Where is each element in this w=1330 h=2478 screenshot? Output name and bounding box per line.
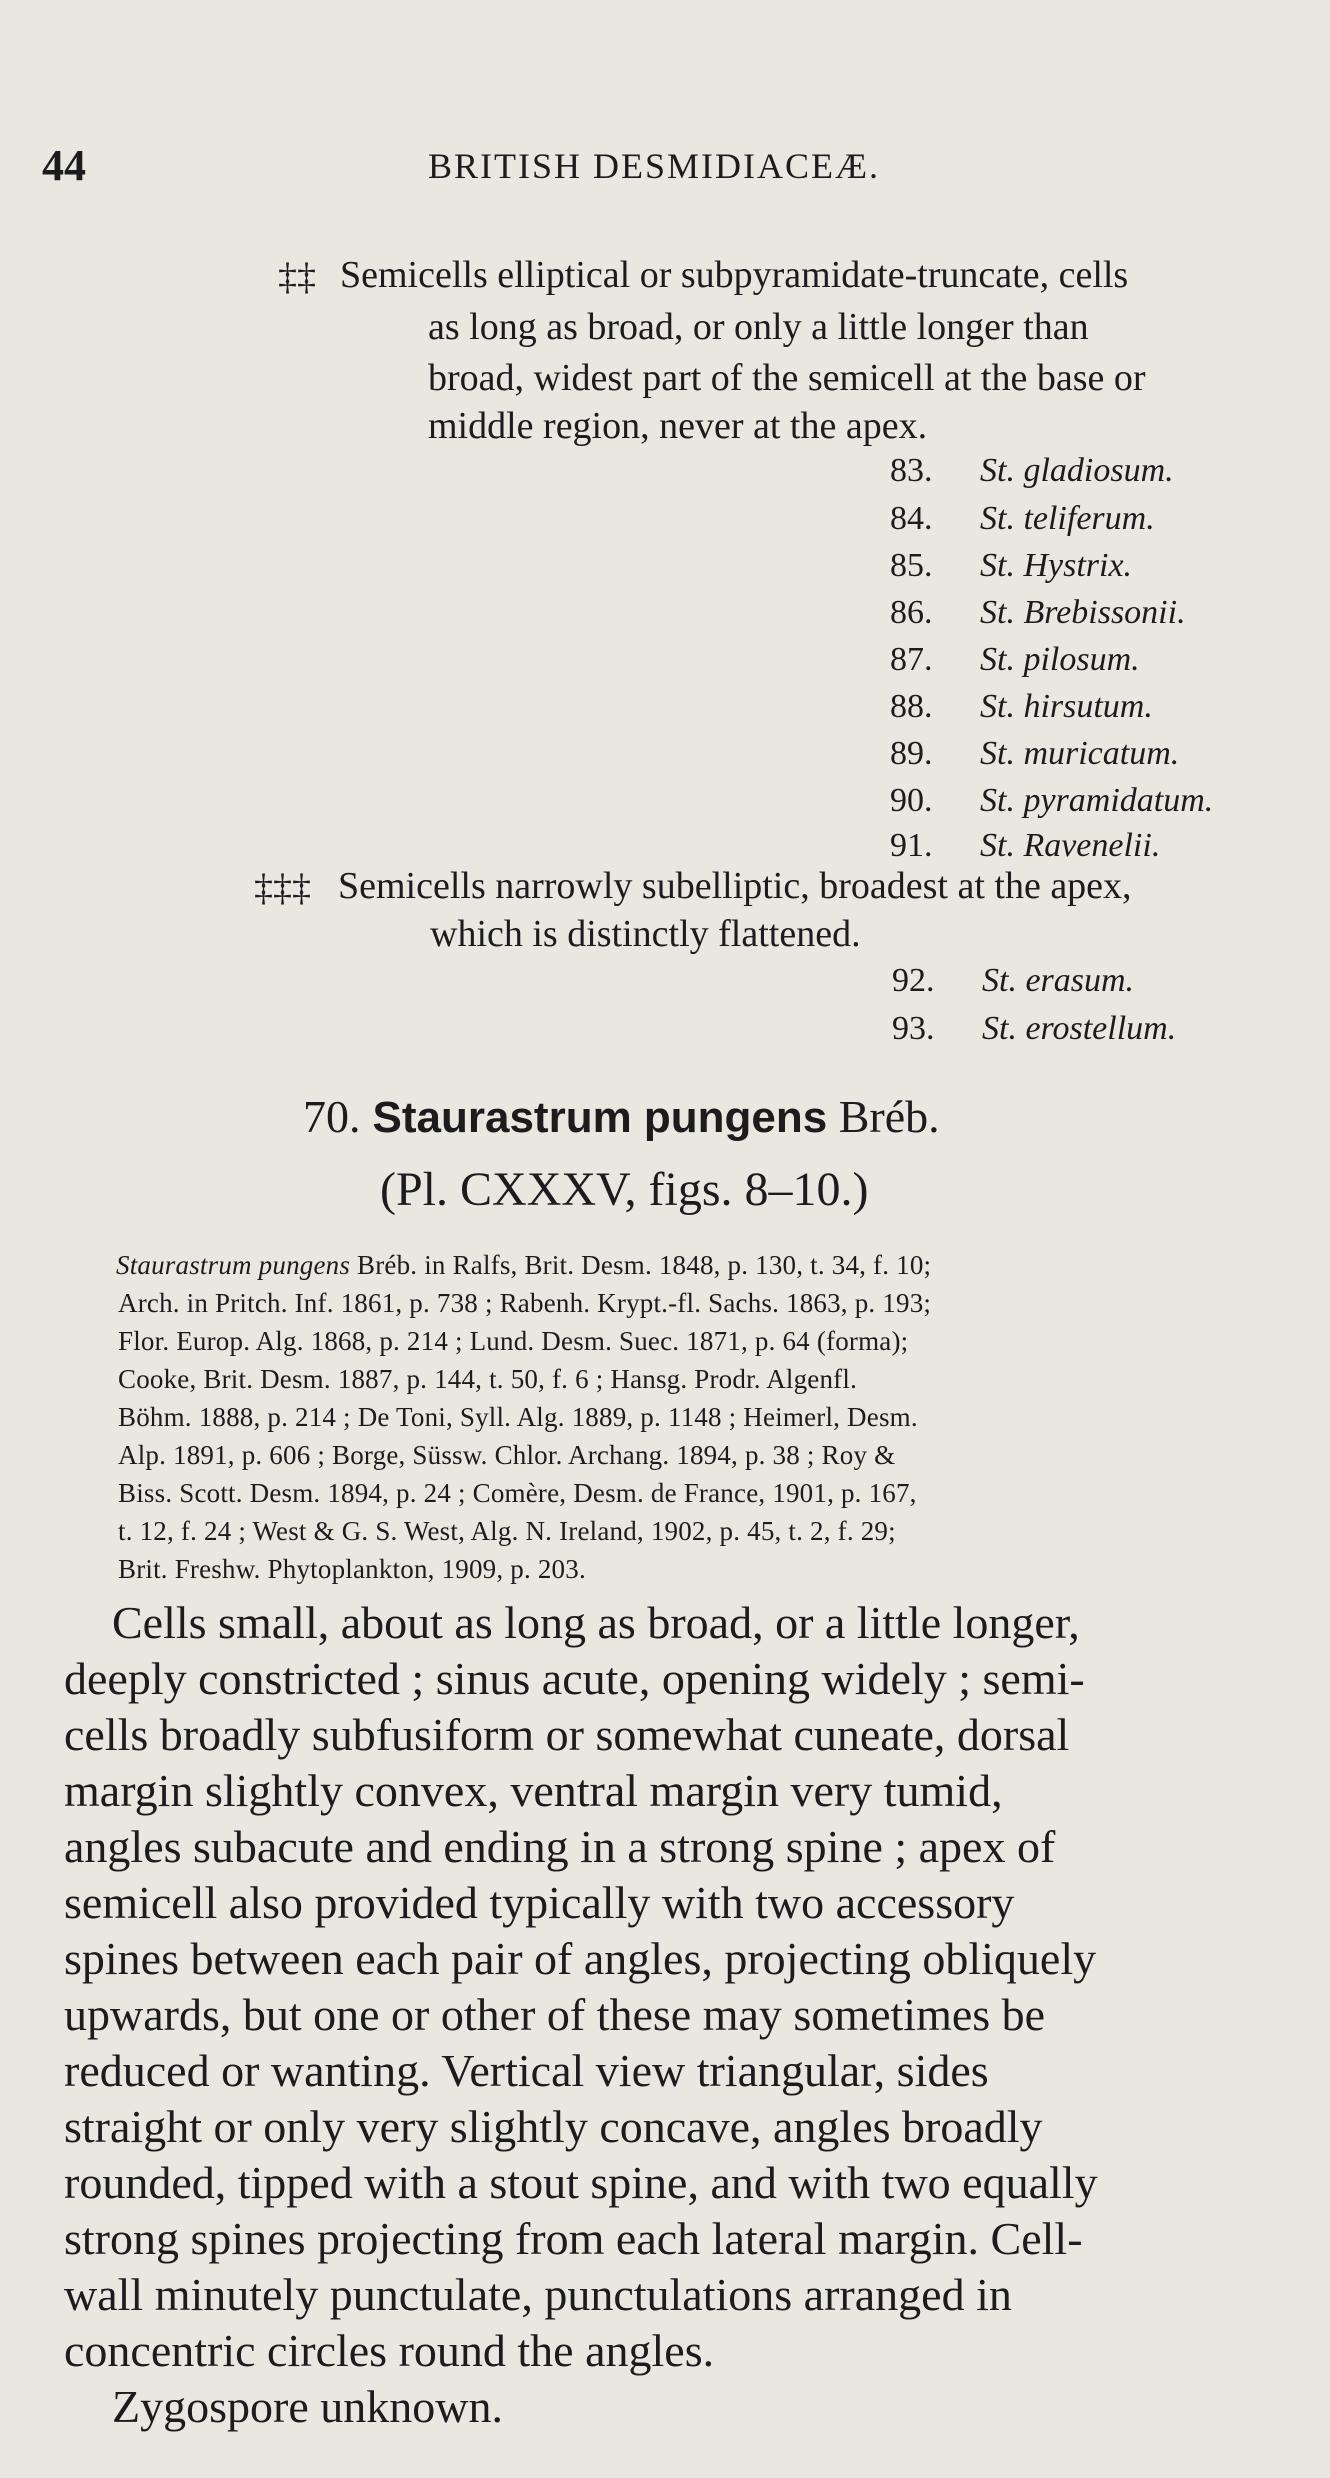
description-line: concentric circles round the angles.	[64, 2325, 715, 2376]
description-line: rounded, tipped with a stout spine, and with two equally	[64, 2157, 1098, 2208]
species-list-item	[890, 547, 1132, 585]
description-line: reduced or wanting. Vertical view triangular, sides	[64, 2045, 989, 2096]
species-name: St. erostellum.	[982, 1010, 1177, 1047]
plate-reference: (Pl. CXXXV, figs. 8–10.)	[380, 1163, 869, 1216]
species-list-item	[890, 594, 1186, 632]
description-line: Cells small, about as long as broad, or a little longer,	[112, 1597, 1080, 1648]
species-number: 88.	[890, 688, 933, 725]
species-name: St. teliferum.	[980, 500, 1155, 537]
species-number: 85.	[890, 547, 933, 584]
description-line: spines between each pair of angles, projecting obliquely	[64, 1933, 1097, 1984]
species-name: St. muricatum.	[980, 735, 1180, 772]
synonymy-line: Biss. Scott. Desm. 1894, p. 24 ; Comère, Desm. de France, 1901, p. 167,	[118, 1478, 917, 1508]
species-number: 83.	[890, 452, 933, 489]
species-entry-number: 70.	[303, 1091, 361, 1142]
key-line: which is distinctly flattened.	[430, 913, 861, 955]
key-line: as long as broad, or only a little longer than	[428, 306, 1089, 348]
synonymy-line: Staurastrum pungens Bréb. in Ralfs, Brit. Desm. 1848, p. 130, t. 34, f. 10;	[116, 1250, 932, 1280]
species-name: St. hirsutum.	[980, 688, 1153, 725]
running-head: BRITISH DESMIDIACEÆ.	[428, 146, 881, 186]
description-line: angles subacute and ending in a strong spine ; apex of	[64, 1821, 1056, 1872]
description-line: cells broadly subfusiform or somewhat cuneate, dorsal	[64, 1709, 1070, 1760]
description-line: straight or only very slightly concave, angles broadly	[64, 2101, 1043, 2152]
description-line: strong spines projecting from each lateral margin. Cell-	[64, 2213, 1083, 2264]
species-number: 86.	[890, 594, 933, 631]
description-line: semicell also provided typically with two accessory	[64, 1877, 1015, 1928]
description-line: margin slightly convex, ventral margin very tumid,	[64, 1765, 1003, 1816]
synonymy-line: t. 12, f. 24 ; West & G. S. West, Alg. N. Ireland, 1902, p. 45, t. 2, f. 29;	[118, 1516, 896, 1546]
species-number: 91.	[890, 827, 933, 864]
key-line: Semicells elliptical or subpyramidate-truncate, cells	[340, 254, 1129, 296]
page-number: 44	[42, 141, 86, 190]
species-list-item	[890, 452, 1174, 490]
species-name: St. pyramidatum.	[980, 782, 1214, 819]
key-line: broad, widest part of the semicell at the base or	[428, 357, 1146, 399]
species-number: 89.	[890, 735, 933, 772]
synonymy-line: Cooke, Brit. Desm. 1887, p. 144, t. 50, f. 6 ; Hansg. Prodr. Algenfl.	[118, 1364, 858, 1394]
species-name: St. Ravenelii.	[980, 827, 1161, 864]
species-name: St. Brebissonii.	[980, 594, 1186, 631]
species-heading	[303, 1090, 940, 1143]
species-name: St. pilosum.	[980, 641, 1140, 678]
key-line: Semicells narrowly subelliptic, broadest at the apex,	[338, 865, 1132, 907]
description-line: wall minutely punctulate, punctulations arranged in	[64, 2269, 1012, 2320]
species-entry-name: Staurastrum pungens	[372, 1093, 828, 1142]
synonymy-line: Alp. 1891, p. 606 ; Borge, Süssw. Chlor. Archang. 1894, p. 38 ; Roy &	[118, 1440, 896, 1470]
species-list-item	[890, 641, 1140, 679]
key-line: middle region, never at the apex.	[428, 405, 928, 447]
synonymy-line: Arch. in Pritch. Inf. 1861, p. 738 ; Rabenh. Krypt.-fl. Sachs. 1863, p. 193;	[118, 1288, 932, 1318]
double-dagger-marker: ‡‡	[278, 256, 316, 298]
zygospore-note: Zygospore unknown.	[112, 2381, 503, 2432]
species-list-item	[892, 962, 1134, 1000]
species-name: St. erasum.	[982, 962, 1135, 999]
description-line: deeply constricted ; sinus acute, opening widely ; semi-	[64, 1653, 1085, 1704]
species-number: 87.	[890, 641, 933, 678]
species-list-item	[890, 500, 1155, 538]
synonymy-line: Böhm. 1888, p. 214 ; De Toni, Syll. Alg. 1889, p. 1148 ; Heimerl, Desm.	[118, 1402, 918, 1432]
species-number: 93.	[892, 1010, 935, 1047]
species-number: 92.	[892, 962, 935, 999]
species-list-item	[890, 688, 1153, 726]
synonymy-line: Flor. Europ. Alg. 1868, p. 214 ; Lund. Desm. Suec. 1871, p. 64 (forma);	[118, 1326, 909, 1356]
species-entry-author: Bréb.	[838, 1091, 940, 1142]
triple-dagger-marker: ‡‡‡	[254, 867, 311, 909]
species-name: St. gladiosum.	[980, 452, 1174, 489]
synonymy-lead-name: Staurastrum pungens	[116, 1250, 351, 1280]
species-list-item	[890, 782, 1213, 820]
species-list-item	[892, 1010, 1176, 1048]
species-number: 90.	[890, 782, 933, 819]
species-number: 84.	[890, 500, 933, 537]
synonymy-line: Brit. Freshw. Phytoplankton, 1909, p. 203.	[118, 1554, 586, 1584]
species-name: St. Hystrix.	[980, 547, 1133, 584]
species-list-item	[890, 735, 1179, 773]
species-list-item	[890, 827, 1160, 865]
description-line: upwards, but one or other of these may sometimes be	[64, 1989, 1046, 2040]
